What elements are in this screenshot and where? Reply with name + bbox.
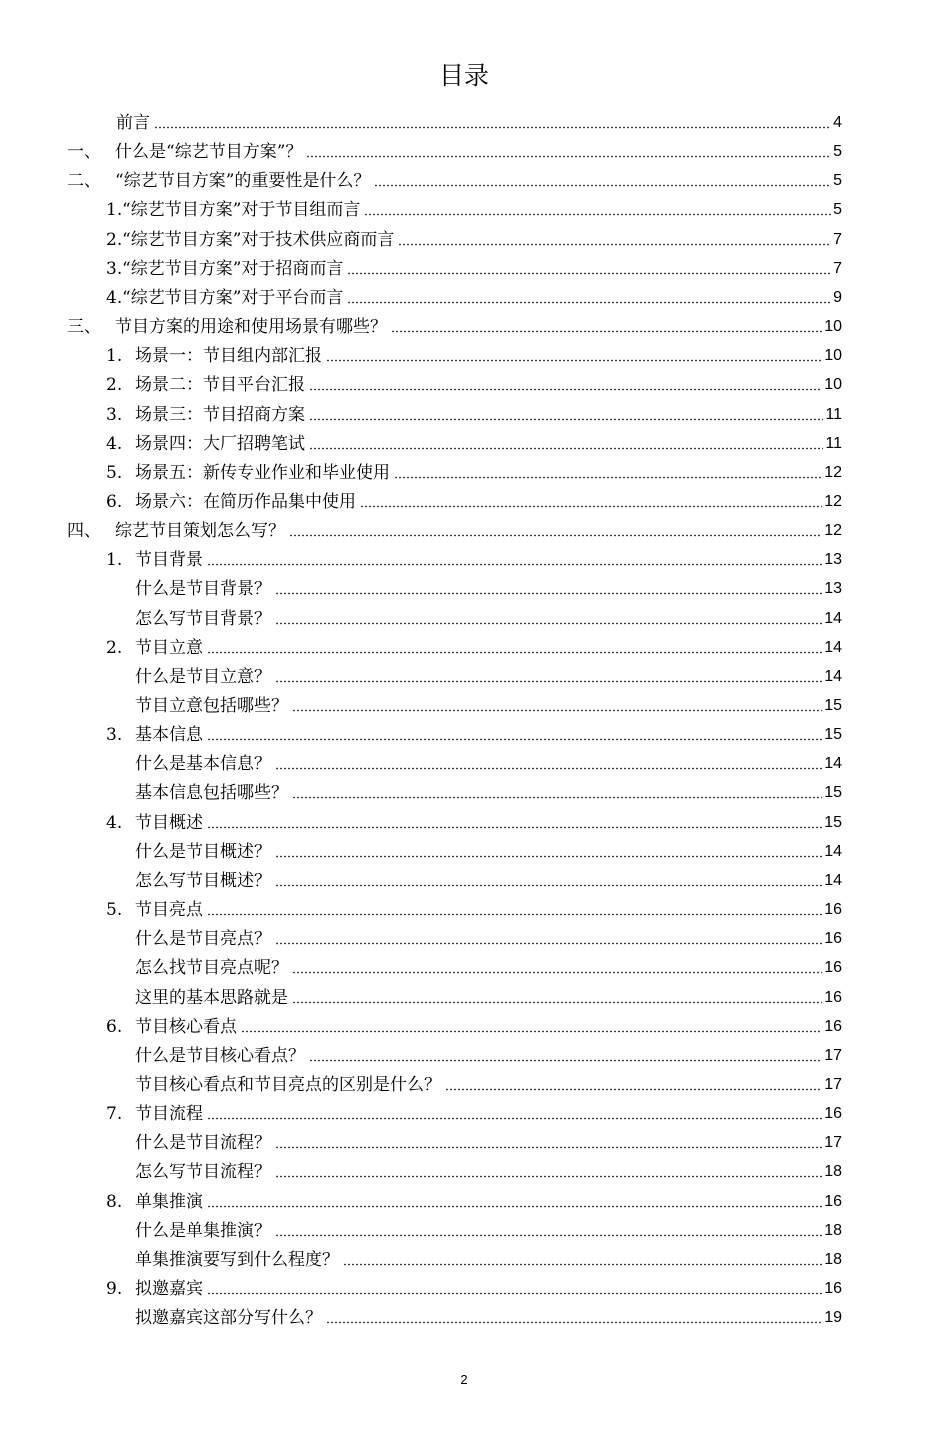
- toc-entry-page: 15: [824, 784, 842, 802]
- toc-entry-page: 18: [824, 1250, 842, 1268]
- toc-entry-number: 1.: [106, 550, 123, 571]
- toc-dot-leader: [309, 1059, 822, 1062]
- toc-entry[interactable]: [106, 222, 842, 251]
- toc-entry-page: 18: [824, 1221, 842, 1239]
- toc-entry[interactable]: [106, 1009, 842, 1038]
- toc-entry-page: 15: [824, 726, 842, 744]
- toc-entry[interactable]: [135, 601, 842, 630]
- toc-entry-title: 拟邀嘉宾这部分写什么？: [135, 1308, 322, 1329]
- toc-entry[interactable]: [106, 630, 842, 659]
- toc-entry[interactable]: [67, 513, 842, 542]
- toc-entry-title: 什么是节目背景？: [135, 579, 271, 600]
- toc-entry[interactable]: [106, 484, 842, 513]
- toc-entry-number: 3.: [106, 725, 123, 746]
- toc-entry-page: 17: [824, 1134, 842, 1152]
- toc-entry-title: 什么是单集推演？: [135, 1220, 271, 1241]
- toc-dot-leader: [275, 680, 822, 683]
- toc-entry-page: 18: [824, 1163, 842, 1181]
- toc-entry[interactable]: [67, 134, 842, 163]
- toc-entry-title: 节目立意: [135, 637, 203, 658]
- toc-entry-title: 节目流程: [135, 1104, 203, 1125]
- toc-entry[interactable]: [135, 1242, 842, 1271]
- toc-entry-title: “综艺节目方案”对于平台而言: [122, 287, 344, 308]
- toc-dot-leader: [398, 243, 831, 246]
- toc-entry-number: 三、: [67, 317, 101, 338]
- toc-entry[interactable]: [67, 163, 842, 192]
- toc-entry[interactable]: [135, 746, 842, 775]
- toc-entry-page: 11: [825, 405, 842, 423]
- toc-dot-leader: [347, 301, 831, 304]
- toc-entry-page: 4: [833, 114, 842, 131]
- toc-dot-leader: [275, 622, 822, 625]
- toc-entry[interactable]: [106, 251, 842, 280]
- toc-dot-leader: [309, 447, 823, 450]
- toc-entry-page: 15: [824, 813, 842, 831]
- toc-entry-title: 场景三：节目招商方案: [135, 404, 305, 425]
- toc-entry-number: 6.: [106, 491, 123, 512]
- toc-entry[interactable]: [106, 397, 842, 426]
- toc-entry-number: 4.: [106, 287, 123, 308]
- toc-entry-title: 怎么找节目亮点呢？: [135, 958, 288, 979]
- toc-dot-leader: [207, 651, 822, 654]
- toc-entry-title: “综艺节目方案”对于节目组而言: [122, 200, 361, 221]
- toc-dot-leader: [292, 1001, 822, 1004]
- toc-entry-number: 3.: [106, 258, 123, 279]
- toc-dot-leader: [292, 971, 822, 974]
- toc-dot-leader: [275, 592, 822, 595]
- toc-entry-page: 11: [825, 434, 842, 452]
- toc-entry[interactable]: [106, 192, 842, 221]
- toc-entry-title: 怎么写节目背景？: [135, 608, 271, 629]
- toc-entry-title: 基本信息: [135, 725, 203, 746]
- toc-entry-number: 四、: [67, 521, 101, 542]
- page-title: 目录: [438, 61, 489, 90]
- toc-entry[interactable]: [135, 921, 842, 950]
- toc-dot-leader: [207, 913, 822, 916]
- toc-dot-leader: [289, 534, 822, 537]
- toc-entry-number: 6.: [106, 1016, 123, 1037]
- toc-entry-page: 14: [824, 667, 842, 685]
- toc-entry-title: 什么是基本信息？: [135, 754, 271, 775]
- toc-entry-title: 单集推演: [135, 1191, 203, 1212]
- toc-entry[interactable]: [135, 775, 842, 804]
- toc-entry-title: 场景二：节目平台汇报: [135, 375, 305, 396]
- toc-entry-page: 17: [824, 1046, 842, 1064]
- toc-entry-page: 13: [824, 551, 842, 569]
- toc-dot-leader: [445, 1088, 822, 1091]
- toc-entry[interactable]: [106, 455, 842, 484]
- toc-dot-leader: [326, 359, 822, 362]
- toc-dot-leader: [275, 1146, 822, 1149]
- toc-entry-page: 5: [833, 172, 842, 190]
- toc-entry-title: 节目背景: [135, 550, 203, 571]
- toc-entry-number: 1.: [106, 346, 123, 367]
- toc-dot-leader: [154, 126, 831, 129]
- toc-dot-leader: [309, 388, 822, 391]
- toc-entry-title: “综艺节目方案”的重要性是什么？: [115, 171, 371, 192]
- toc-entry-number: 一、: [67, 142, 101, 163]
- toc-entry-title: 单集推演要写到什么程度？: [135, 1249, 339, 1270]
- page-number: 2: [460, 1372, 468, 1387]
- toc-entry-title: 节目立意包括哪些？: [135, 696, 288, 716]
- toc-entry-page: 9: [833, 288, 842, 306]
- toc-dot-leader: [309, 418, 823, 421]
- toc-dot-leader: [275, 1234, 822, 1237]
- toc-entry-title: 综艺节目策划怎么写？: [115, 521, 285, 542]
- toc-entry-page: 14: [824, 638, 842, 656]
- toc-entry[interactable]: [135, 950, 842, 979]
- toc-entry[interactable]: [135, 834, 842, 863]
- toc-entry-title: 什么是节目概述？: [135, 841, 271, 862]
- toc-entry-number: 4.: [106, 812, 123, 833]
- toc-entry[interactable]: [135, 688, 842, 717]
- toc-entry-title: “综艺节目方案”对于招商而言: [122, 258, 344, 279]
- toc-entry-page: 7: [833, 230, 842, 248]
- toc-dot-leader: [343, 1263, 822, 1266]
- toc-dot-leader: [326, 1321, 822, 1324]
- toc-dot-leader: [275, 1175, 822, 1178]
- toc-entry-number: 5.: [106, 900, 123, 921]
- toc-entry-page: 16: [824, 959, 842, 977]
- toc-entry-page: 16: [824, 930, 842, 948]
- toc-entry-title: 什么是“综艺节目方案”？: [115, 142, 303, 163]
- toc-entry-page: 17: [824, 1075, 842, 1093]
- toc-dot-leader: [360, 505, 822, 508]
- toc-entry-page: 10: [824, 376, 842, 394]
- toc-dot-leader: [347, 272, 831, 275]
- toc-entry[interactable]: [135, 1300, 842, 1329]
- toc-entry[interactable]: [135, 980, 842, 1009]
- toc-dot-leader: [207, 1292, 822, 1295]
- toc-entry-page: 12: [824, 463, 842, 481]
- toc-entry-number: 2.: [106, 229, 123, 250]
- toc-entry-page: 12: [824, 492, 842, 510]
- toc-entry-title: 场景六：在简历作品集中使用: [135, 491, 356, 512]
- toc-entry-page: 5: [833, 143, 842, 161]
- toc-entry[interactable]: [106, 717, 842, 746]
- toc-entry-title: 怎么写节目流程？: [135, 1162, 271, 1183]
- toc-dot-leader: [207, 1205, 822, 1208]
- toc-entry[interactable]: [135, 1067, 842, 1096]
- toc-entry-title: 什么是节目核心看点？: [135, 1045, 305, 1066]
- toc-entry[interactable]: [67, 309, 842, 338]
- toc-entry-number: 2.: [106, 375, 123, 396]
- toc-entry-title: 拟邀嘉宾: [135, 1279, 203, 1299]
- toc-entry[interactable]: [135, 1038, 842, 1067]
- toc-entry-number: 8.: [106, 1191, 123, 1212]
- toc-entry[interactable]: [135, 863, 842, 892]
- toc-entry-page: 16: [824, 1192, 842, 1210]
- toc-entry[interactable]: [106, 892, 842, 921]
- toc-dot-leader: [292, 796, 822, 799]
- toc-entry-page: 14: [824, 609, 842, 627]
- toc-dot-leader: [275, 884, 822, 887]
- toc-entry-number: 7.: [106, 1104, 123, 1125]
- toc-entry-title: 节目方案的用途和使用场景有哪些？: [115, 317, 387, 338]
- toc-entry-title: 节目亮点: [135, 900, 203, 921]
- toc-entry-title: “综艺节目方案”对于技术供应商而言: [122, 229, 395, 250]
- toc-entry-title: 什么是节目流程？: [135, 1133, 271, 1154]
- toc-entry-page: 10: [824, 347, 842, 365]
- toc-entry-title: 基本信息包括哪些？: [135, 783, 288, 804]
- toc-dot-leader: [306, 155, 831, 158]
- toc-entry[interactable]: [116, 105, 842, 134]
- toc-dot-leader: [275, 767, 822, 770]
- toc-entry[interactable]: [106, 1184, 842, 1213]
- toc-entry-title: 前言: [116, 113, 150, 133]
- toc-dot-leader: [374, 184, 831, 187]
- toc-entry-title: 什么是节目亮点？: [135, 929, 271, 950]
- toc-entry-title: 场景五：新传专业作业和毕业使用: [135, 462, 390, 483]
- toc-entry-page: 16: [824, 1280, 842, 1297]
- toc-dot-leader: [292, 709, 822, 712]
- toc-entry[interactable]: [106, 1271, 842, 1300]
- toc-entry-title: 场景四：大厂招聘笔试: [135, 433, 305, 454]
- toc-entry-page: 16: [824, 901, 842, 919]
- toc-entry-page: 5: [833, 201, 842, 219]
- toc-entry-number: 二、: [67, 171, 101, 192]
- toc-entry-page: 16: [824, 1105, 842, 1123]
- toc-entry-title: 节目概述: [135, 812, 203, 833]
- toc-dot-leader: [391, 330, 822, 333]
- toc-entry-number: 3.: [106, 404, 123, 425]
- toc-entry[interactable]: [106, 280, 842, 309]
- toc-entry-page: 14: [824, 871, 842, 889]
- toc-entry[interactable]: [106, 426, 842, 455]
- toc-entry[interactable]: [135, 1154, 842, 1183]
- toc-entry-number: 1.: [106, 200, 123, 221]
- toc-dot-leader: [207, 738, 822, 741]
- toc-entry-page: 15: [824, 697, 842, 714]
- toc-entry-number: 4.: [106, 433, 123, 454]
- toc-entry-title: 什么是节目立意？: [135, 666, 271, 687]
- toc-dot-leader: [275, 942, 822, 945]
- toc-entry-number: 2.: [106, 637, 123, 658]
- toc-entry-page: 19: [824, 1309, 842, 1327]
- toc-entry[interactable]: [106, 542, 842, 571]
- toc-entry[interactable]: [106, 1096, 842, 1125]
- toc-entry-title: 怎么写节目概述？: [135, 870, 271, 891]
- toc-entry-page: 7: [833, 259, 842, 277]
- toc-entry[interactable]: [106, 805, 842, 834]
- toc-entry-page: 14: [824, 842, 842, 860]
- toc-dot-leader: [207, 826, 822, 829]
- toc-entry[interactable]: [135, 1125, 842, 1154]
- toc-entry-page: 12: [824, 522, 842, 540]
- toc-dot-leader: [394, 476, 822, 479]
- toc-entry[interactable]: [135, 571, 842, 600]
- toc-entry-title: 场景一：节目组内部汇报: [135, 346, 322, 367]
- toc-dot-leader: [207, 563, 822, 566]
- toc-entry-title: 这里的基本思路就是: [135, 987, 288, 1008]
- toc-dot-leader: [275, 855, 822, 858]
- toc-entry-page: 16: [824, 1017, 842, 1035]
- toc-dot-leader: [364, 213, 831, 216]
- toc-entry-page: 16: [824, 988, 842, 1006]
- toc-entry-number: 5.: [106, 462, 123, 483]
- toc-entry-title: 节目核心看点和节目亮点的区别是什么？: [135, 1074, 441, 1095]
- toc-dot-leader: [241, 1030, 822, 1033]
- toc-entry-page: 14: [824, 755, 842, 773]
- toc-dot-leader: [207, 1117, 822, 1120]
- toc-entry-page: 10: [824, 318, 842, 336]
- toc-entry-number: 9.: [106, 1279, 123, 1299]
- toc-entry[interactable]: [106, 338, 842, 367]
- toc-entry[interactable]: [106, 367, 842, 396]
- toc-entry-page: 13: [824, 580, 842, 598]
- toc-entry[interactable]: [135, 659, 842, 688]
- toc-entry-title: 节目核心看点: [135, 1016, 237, 1037]
- toc-entry[interactable]: [135, 1213, 842, 1242]
